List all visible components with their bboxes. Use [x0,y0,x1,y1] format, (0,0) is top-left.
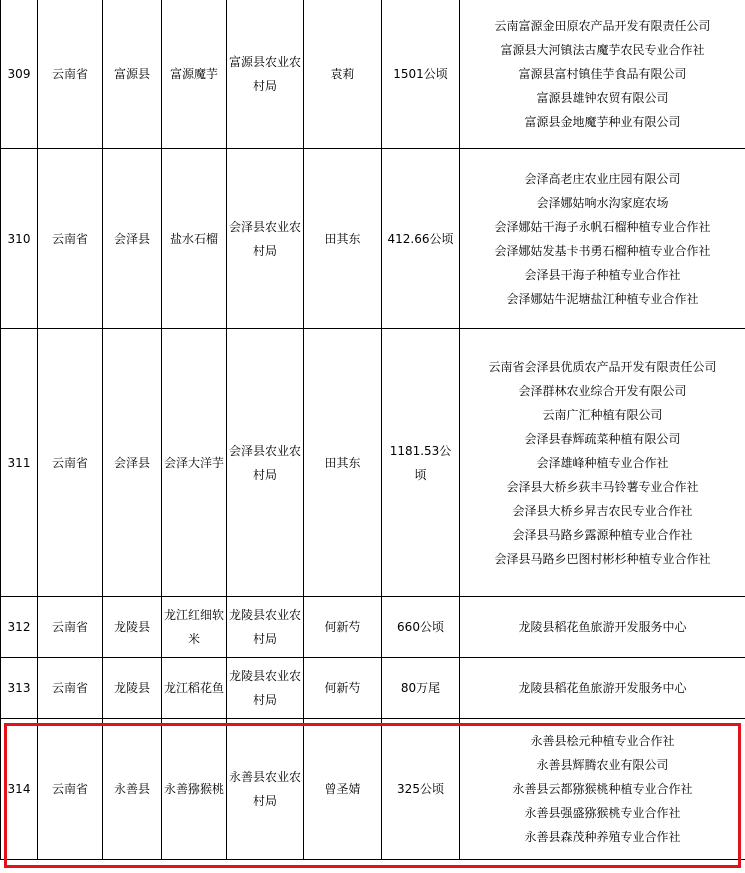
implementing-units-cell [460,329,745,597]
contact-cell: 曾圣婧 [304,719,382,860]
table-row [1,658,745,719]
province-cell: 云南省 [38,0,103,149]
scale-cell: 412.66公顷 [382,149,460,329]
unit-name: 会泽县春辉疏菜种植有限公司 [524,431,681,446]
product-name-cell: 龙江红细软米 [162,597,227,658]
unit-name: 会泽县大桥乡昇吉农民专业合作社 [512,503,693,518]
table-row [1,719,745,860]
unit-name: 永善县云都猕猴桃种植专业合作社 [512,782,693,796]
agency-cell: 富源县农业农村局 [227,0,304,149]
table-body [1,0,745,860]
unit-name: 会泽县大桥乡荻丰马铃薯专业合作社 [506,479,699,494]
implementing-units-cell [460,658,745,719]
unit-name: 龙陵县稻花鱼旅游开发服务中心 [518,620,687,634]
unit-name: 富源县雄钟农贸有限公司 [536,91,669,105]
unit-name: 永善县森茂种养殖专业合作社 [524,830,681,844]
province-cell: 云南省 [38,658,103,719]
agency-cell: 永善县农业农村局 [227,719,304,860]
table-row [1,329,745,597]
unit-name: 会泽娜姑发基卡书勇石榴种植专业合作社 [494,243,711,258]
agency-cell: 会泽县农业农村局 [227,329,304,597]
scale-cell: 1181.53公顷 [382,329,460,597]
county-cell: 永善县 [103,719,162,860]
county-cell: 龙陵县 [103,658,162,719]
agency-cell: 会泽县农业农村局 [227,149,304,329]
table-row [1,149,745,329]
scale-cell: 660公顷 [382,597,460,658]
unit-name: 会泽群林农业综合开发有限公司 [518,383,687,398]
product-name-cell: 永善猕猴桃 [162,719,227,860]
scale-cell: 1501公顷 [382,0,460,149]
contact-cell: 田其东 [304,329,382,597]
implementing-units-cell [460,149,745,329]
unit-name: 富源县大河镇法古魔芋农民专业合作社 [500,43,705,57]
unit-name: 永善县桧元种植专业合作社 [530,734,675,748]
unit-name: 云南广汇种植有限公司 [542,407,663,422]
county-cell: 会泽县 [103,149,162,329]
contact-cell: 袁莉 [304,0,382,149]
scale-cell: 80万尾 [382,658,460,719]
product-name-cell: 盐水石榴 [162,149,227,329]
unit-name: 会泽娜姑响水沟家庭农场 [536,195,669,210]
contact-cell: 何新芍 [304,658,382,719]
unit-name: 云南富源金田原农产品开发有限责任公司 [494,19,711,33]
table-row [1,0,745,149]
unit-name: 会泽县干海子种植专业合作社 [524,267,681,282]
serial-number-cell: 314 [1,719,38,860]
serial-number-cell: 311 [1,329,38,597]
county-cell: 会泽县 [103,329,162,597]
unit-name: 富源县富村镇佳芋食品有限公司 [518,67,687,81]
implementing-units-cell [460,597,745,658]
scale-cell: 325公顷 [382,719,460,860]
contact-cell: 田其东 [304,149,382,329]
serial-number-cell: 312 [1,597,38,658]
unit-name: 永善县强盛猕猴桃专业合作社 [524,806,681,820]
unit-name: 龙陵县稻花鱼旅游开发服务中心 [518,681,687,695]
table-row [1,597,745,658]
agency-cell: 龙陵县农业农村局 [227,658,304,719]
province-cell: 云南省 [38,597,103,658]
province-cell: 云南省 [38,149,103,329]
unit-name: 永善县辉腾农业有限公司 [536,758,669,772]
implementing-units-cell [460,719,745,860]
unit-name: 会泽娜姑干海子永帆石榴种植专业合作社 [494,219,711,234]
province-cell: 云南省 [38,719,103,860]
unit-name: 富源县金地魔芋种业有限公司 [524,115,681,129]
product-name-cell: 会泽大洋芋 [162,329,227,597]
implementing-units-cell [460,0,745,149]
province-cell: 云南省 [38,329,103,597]
serial-number-cell: 313 [1,658,38,719]
product-name-cell: 龙江稻花鱼 [162,658,227,719]
serial-number-cell: 309 [1,0,38,149]
county-cell: 富源县 [103,0,162,149]
product-name-cell: 富源魔芋 [162,0,227,149]
county-cell: 龙陵县 [103,597,162,658]
unit-name: 会泽娜姑牛泥塘盐江种植专业合作社 [506,291,699,306]
unit-name: 云南省会泽县优质农产品开发有限责任公司 [488,359,717,374]
unit-name: 会泽雄峰种植专业合作社 [536,455,669,470]
unit-name: 会泽县马路乡露源种植专业合作社 [512,527,693,542]
unit-name: 会泽高老庄农业庄园有限公司 [524,171,681,186]
unit-name: 会泽县马路乡巴图村彬杉种植专业合作社 [494,551,711,566]
agency-cell: 龙陵县农业农村局 [227,597,304,658]
serial-number-cell: 310 [1,149,38,329]
contact-cell: 何新芍 [304,597,382,658]
